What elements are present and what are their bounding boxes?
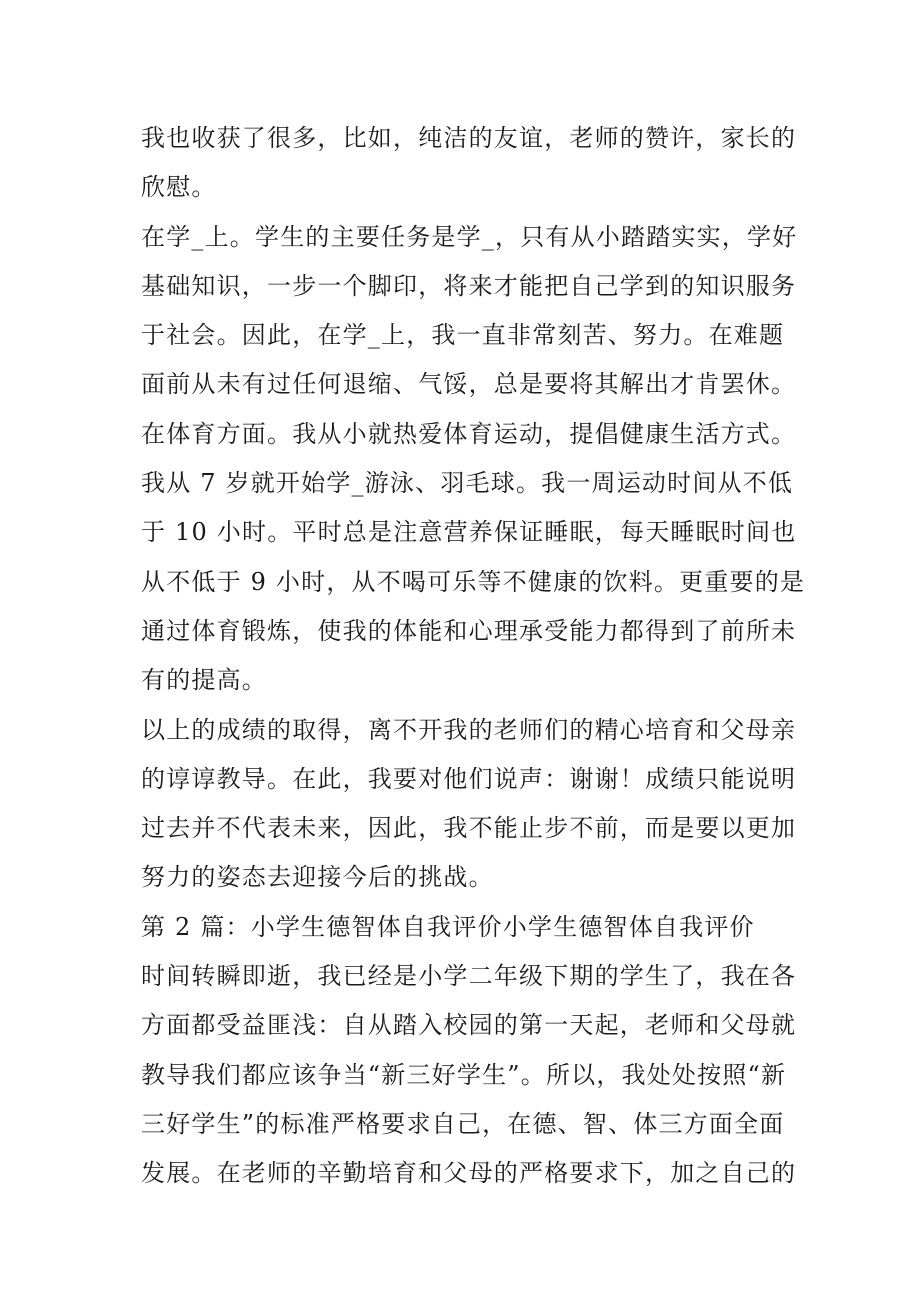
text-line: 通过体育锻炼，使我的体能和心理承受能力都得到了前所未 <box>141 616 797 645</box>
text-line: 三好学生”的标准严格要求自己，在德、智、体三方面全面 <box>141 1109 785 1138</box>
text-line: 有的提高。 <box>141 666 267 695</box>
text-line: 发展。在老师的辛勤培育和父母的严格要求下，加之自己的 <box>141 1159 797 1188</box>
text-line: 在体育方面。我从小就热爱体育运动，提倡健康生活方式。 <box>141 419 797 448</box>
text-line: 以上的成绩的取得，离不开我的老师们的精心培育和父母亲 <box>141 715 797 744</box>
document-body <box>141 114 806 1199</box>
text-line: 在学_上。学生的主要任务是学_，只有从小踏踏实实，学好 <box>141 222 798 251</box>
text-line: 时间转瞬即逝，我已经是小学二年级下期的学生了，我在各 <box>141 962 797 991</box>
text-line: 于 10 小时。平时总是注意营养保证睡眠，每天睡眠时间也 <box>141 518 797 547</box>
text-line: 过去并不代表未来，因此，我不能止步不前，而是要以更加 <box>141 814 797 843</box>
text-line: 欣慰。 <box>141 173 217 202</box>
text-line: 我也收获了很多，比如，纯洁的友谊，老师的赞许，家长的 <box>141 124 797 152</box>
text-line: 基础知识，一步一个脚印，将来才能把自己学到的知识服务 <box>141 271 797 300</box>
text-line: 努力的姿态去迎接今后的挑战。 <box>141 863 494 892</box>
text-line: 面前从未有过任何退缩、气馁，总是要将其解出才肯罢休。 <box>141 370 797 399</box>
text-line: 教导我们都应该争当“新三好学生”。所以，我处处按照“新 <box>141 1060 787 1089</box>
section-heading: 第 2 篇：小学生德智体自我评价小学生德智体自我评价 <box>141 912 755 941</box>
text-line: 方面都受益匪浅：自从踏入校园的第一天起，老师和父母就 <box>141 1011 797 1040</box>
text-line: 我从 7 岁就开始学_游泳、羽毛球。我一周运动时间从不低 <box>141 469 794 498</box>
text-line: 于社会。因此，在学_上，我一直非常刻苦、努力。在难题 <box>141 321 785 350</box>
text-line: 从不低于 9 小时，从不喝可乐等不健康的饮料。更重要的是 <box>141 567 806 596</box>
text-line: 的谆谆教导。在此，我要对他们说声：谢谢！成绩只能说明 <box>141 764 797 793</box>
